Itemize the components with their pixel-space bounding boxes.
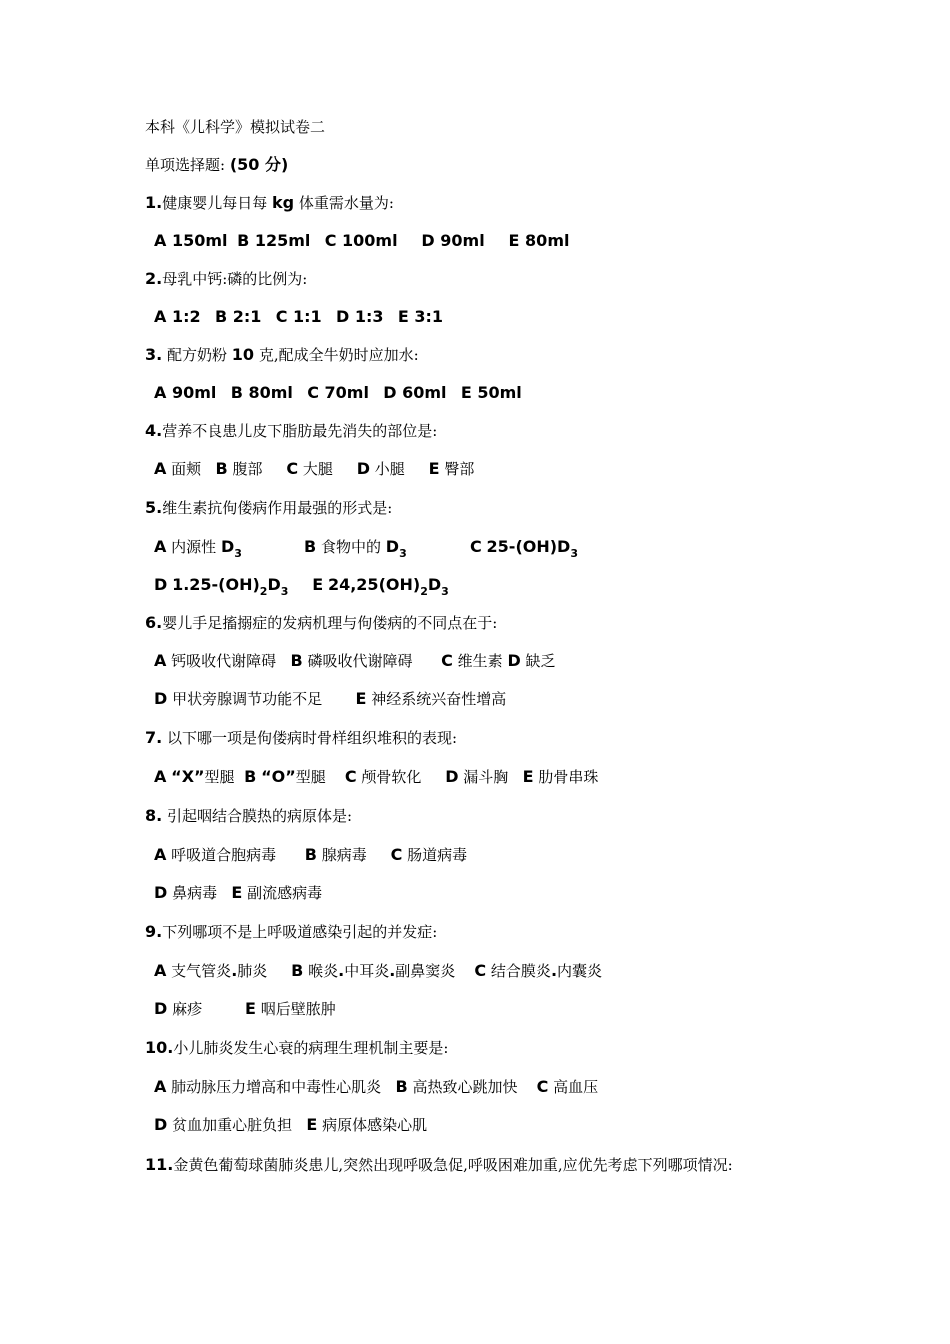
options-6-row1 (154, 650, 556, 672)
option-text: 肺动脉压力增高和中毒性心肌炎 (171, 1078, 382, 1096)
option-text: 肠道病毒 (407, 846, 468, 864)
option-text: 支气管炎 (171, 962, 232, 980)
question-10 (145, 1037, 448, 1059)
option-letter: D (356, 459, 371, 478)
options-9-row2 (154, 998, 336, 1020)
option-letter: E (306, 1115, 318, 1134)
option-subscript: 3 (234, 547, 242, 560)
option-text: 型腿 (295, 768, 326, 786)
question-9 (145, 921, 437, 943)
option-text: 内源性 (171, 538, 217, 556)
question-unit: kg (272, 193, 295, 212)
option-text: 臀部 (444, 460, 475, 478)
question-text: 配方奶粉 (167, 346, 228, 364)
question-number: 2. (145, 269, 163, 288)
question-number: 8. (145, 806, 163, 825)
question-text: 母乳中钙:磷的比例为: (162, 270, 308, 288)
option-letter: C (344, 767, 357, 786)
option-letter: D (154, 575, 168, 594)
question-number: 1. (145, 193, 163, 212)
option-a (154, 536, 242, 558)
option-letter: C (441, 651, 453, 670)
question-5 (145, 497, 392, 519)
option-letter: B (304, 845, 317, 864)
question-text: 下列哪项不是上呼吸道感染引起的并发症: (162, 923, 438, 941)
question-text: 体重需水量为: (298, 194, 394, 212)
option-letter: E (245, 999, 256, 1018)
page-title: 本科《儿科学》模拟试卷二 (145, 118, 326, 136)
option-text: 喉炎 (308, 962, 339, 980)
option-text: 病原体感染心肌 (322, 1116, 428, 1134)
option-text: 贫血加重心脏负担 (172, 1116, 293, 1134)
option-text: 甲状旁腺调节功能不足 (172, 690, 323, 708)
option-letter: E (522, 767, 534, 786)
option-b (304, 536, 407, 558)
question-text: 以下哪一项是佝偻病时骨样组织堆积的表现: (167, 729, 458, 747)
option-b: B 2:1 (214, 307, 262, 326)
option-letter: A (154, 961, 167, 980)
option-letter: A (154, 459, 167, 478)
option-text: 神经系统兴奋性增高 (371, 690, 507, 708)
option-text: 咽后壁脓肿 (260, 1000, 336, 1018)
option-text: 漏斗胸 (463, 768, 509, 786)
option-letter: A (154, 651, 167, 670)
option-text: 呼吸道合胞病毒 (171, 846, 277, 864)
question-6 (145, 612, 497, 634)
option-subscript: 3 (441, 585, 449, 598)
question-amount: 10 (231, 345, 255, 364)
option-c: C 100ml (324, 231, 398, 250)
options-10-row1 (154, 1076, 598, 1098)
option-letter: B (244, 767, 257, 786)
question-2 (145, 268, 307, 290)
option-text: 1.25-(OH) (172, 575, 260, 594)
option-text: 结合膜炎 (490, 962, 551, 980)
option-letter: D (507, 651, 521, 670)
option-letter: B (291, 961, 304, 980)
option-text: 麻疹 (172, 1000, 203, 1018)
question-text: 引起咽结合膜热的病原体是: (167, 807, 353, 825)
question-number: 3. (145, 345, 163, 364)
option-e: E 80ml (508, 231, 570, 250)
option-d: D 90ml (421, 231, 485, 250)
option-text: 副鼻窦炎 (395, 962, 456, 980)
option-text: 磷吸收代谢障碍 (307, 652, 413, 670)
option-c: C 70ml (307, 383, 369, 402)
option-letter: E (355, 689, 367, 708)
question-number: 10. (145, 1038, 174, 1057)
question-3 (145, 344, 419, 366)
options-5-row2 (154, 574, 449, 596)
option-letter: B (290, 651, 303, 670)
option-text: 腺病毒 (321, 846, 367, 864)
question-number: 5. (145, 498, 163, 517)
options-2 (154, 306, 443, 328)
option-letter: C (536, 1077, 549, 1096)
option-a: A 150ml (154, 231, 228, 250)
option-subscript: 3 (399, 547, 407, 560)
question-4 (145, 420, 437, 442)
option-quote: “X” (171, 767, 205, 786)
option-d: D 60ml (383, 383, 447, 402)
options-9-row1 (154, 960, 602, 982)
section-label: 单项选择题: (145, 156, 226, 174)
option-letter: A (154, 767, 167, 786)
option-c (470, 536, 578, 558)
question-number: 9. (145, 922, 163, 941)
option-text: 大腿 (302, 460, 333, 478)
option-letter: E (231, 883, 243, 902)
option-text: D (267, 575, 281, 594)
question-number: 6. (145, 613, 163, 632)
option-quote: “O” (261, 767, 296, 786)
question-7 (145, 727, 457, 749)
option-text: 颅骨软化 (361, 768, 422, 786)
option-text: 副流感病毒 (247, 884, 323, 902)
options-3 (154, 382, 522, 404)
option-letter: B (215, 459, 228, 478)
option-letter: D (154, 689, 168, 708)
options-8-row2 (154, 882, 322, 904)
option-b: B 125ml (237, 231, 311, 250)
options-6-row2 (154, 688, 506, 710)
option-a: A 90ml (154, 383, 217, 402)
option-letter: D (154, 999, 168, 1018)
option-text: 缺乏 (525, 652, 556, 670)
option-e: E 3:1 (397, 307, 443, 326)
option-letter: B (304, 537, 317, 556)
question-text: 营养不良患儿皮下脂肪最先消失的部位是: (162, 422, 438, 440)
option-letter: C (474, 961, 487, 980)
option-d: D 1:3 (335, 307, 384, 326)
option-letter: C (286, 459, 299, 478)
question-number: 4. (145, 421, 163, 440)
question-1 (145, 192, 394, 214)
option-separator: . (338, 961, 345, 980)
option-letter: C (390, 845, 403, 864)
option-text: D (427, 575, 442, 594)
option-text: 肺炎 (237, 962, 268, 980)
question-text: 小儿肺炎发生心衰的病理生理机制主要是: (173, 1039, 449, 1057)
option-text: 25-(OH)D (486, 537, 571, 556)
option-a: A 1:2 (154, 307, 201, 326)
option-symbol: D (385, 537, 400, 556)
option-text: 小腿 (374, 460, 405, 478)
option-text: 肋骨串珠 (538, 768, 599, 786)
option-letter: B (395, 1077, 408, 1096)
question-text: 婴儿手足搐搦症的发病机理与佝偻病的不同点在于: (162, 614, 498, 632)
option-subscript: 3 (280, 585, 289, 598)
question-text: 克,配成全牛奶时应加水: (258, 346, 419, 364)
section-heading (145, 154, 288, 176)
question-number: 11. (145, 1155, 174, 1174)
option-c: C 1:1 (275, 307, 322, 326)
option-text: 鼻病毒 (172, 884, 218, 902)
question-text: 维生素抗佝偻病作用最强的形式是: (162, 499, 393, 517)
options-1 (154, 230, 569, 252)
option-letter: A (154, 1077, 167, 1096)
option-text: 型腿 (204, 768, 235, 786)
question-number: 7. (145, 728, 163, 747)
option-separator: . (231, 961, 238, 980)
option-subscript: 2 (259, 585, 268, 598)
option-letter: D (154, 883, 168, 902)
options-4 (154, 458, 474, 480)
option-letter: A (154, 845, 167, 864)
option-separator: . (550, 961, 558, 980)
option-text: 高热致心跳加快 (412, 1078, 518, 1096)
option-letter: E (312, 575, 324, 594)
option-separator: . (389, 961, 396, 980)
option-letter: C (470, 537, 482, 556)
option-e: E 50ml (460, 383, 522, 402)
option-letter: D (445, 767, 459, 786)
option-text: 24,25(OH) (327, 575, 421, 594)
option-subscript: 2 (420, 585, 428, 598)
options-10-row2 (154, 1114, 427, 1136)
option-text: 面颊 (171, 460, 202, 478)
question-11 (145, 1152, 810, 1178)
question-text: 健康婴儿每日每 (162, 194, 268, 212)
options-7 (154, 766, 598, 788)
option-text: 高血压 (553, 1078, 599, 1096)
option-letter: D (154, 1115, 168, 1134)
option-letter: E (428, 459, 440, 478)
option-symbol: D (220, 537, 235, 556)
option-text: 内囊炎 (557, 962, 603, 980)
option-subscript: 3 (570, 547, 578, 560)
option-letter: A (154, 537, 167, 556)
question-8 (145, 805, 352, 827)
question-text: 金黄色葡萄球菌肺炎患儿,突然出现呼吸急促,呼吸困难加重,应优先考虑下列哪项情况: (173, 1156, 733, 1174)
option-text: 腹部 (232, 460, 263, 478)
option-text: 食物中的 (320, 538, 381, 556)
options-8-row1 (154, 844, 467, 866)
option-text: 中耳炎 (344, 962, 390, 980)
option-text: 钙吸收代谢障碍 (171, 652, 277, 670)
section-score: (50 分) (229, 155, 289, 174)
option-b: B 80ml (230, 383, 293, 402)
option-text: 维生素 (457, 652, 503, 670)
